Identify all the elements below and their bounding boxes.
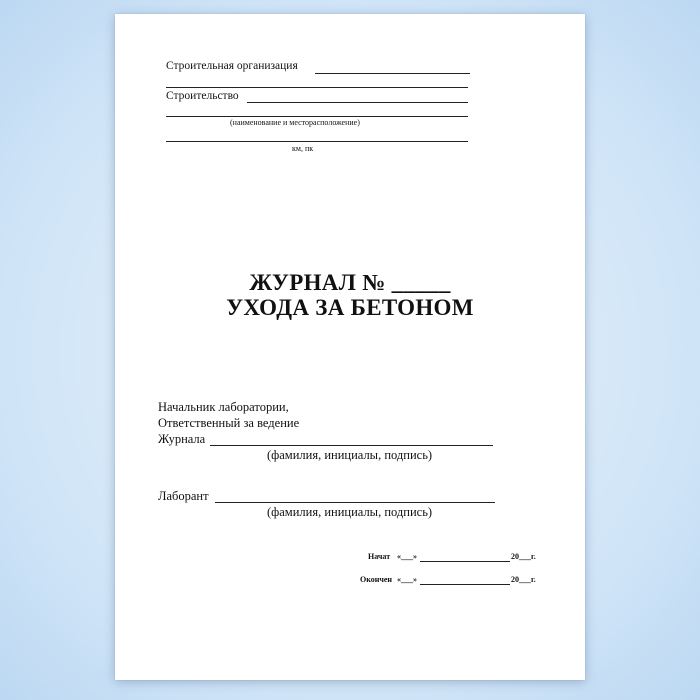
head-signature-line [210, 445, 493, 446]
head-of-lab-line1: Начальник лаборатории, [158, 400, 289, 414]
name-location-caption: (наименование и месторасположение) [230, 118, 360, 127]
org-input-line [315, 73, 470, 74]
org-label: Строительная организация [166, 60, 298, 72]
finished-year: 20___г. [511, 575, 536, 584]
construction-label: Строительство [166, 90, 239, 102]
finished-label: Окончен [360, 575, 393, 584]
header-line-extra [166, 87, 468, 88]
journal-title-line2: УХОДА ЗА БЕТОНОМ [226, 295, 474, 320]
head-of-lab-line2: Ответственный за ведение [158, 416, 300, 430]
finished-month-line [420, 584, 510, 585]
name-location-line [166, 116, 468, 117]
lab-signature-line [215, 502, 495, 503]
lab-assistant-label: Лаборант [158, 489, 209, 503]
head-of-lab-line3: Журнала [158, 432, 206, 446]
journal-cover-page [115, 14, 585, 680]
journal-title-line1: ЖУРНАЛ № _____ [249, 270, 451, 295]
km-pk-line [166, 141, 468, 142]
lab-signature-caption: (фамилия, инициалы, подпись) [267, 505, 433, 519]
started-day: «___» [397, 552, 417, 561]
construction-input-line [247, 102, 468, 103]
started-label: Начат [368, 552, 391, 561]
started-year: 20___г. [511, 552, 536, 561]
started-month-line [420, 561, 510, 562]
km-pk-caption: км, пк [292, 144, 314, 153]
finished-day: «___» [397, 575, 417, 584]
head-signature-caption: (фамилия, инициалы, подпись) [267, 448, 433, 462]
